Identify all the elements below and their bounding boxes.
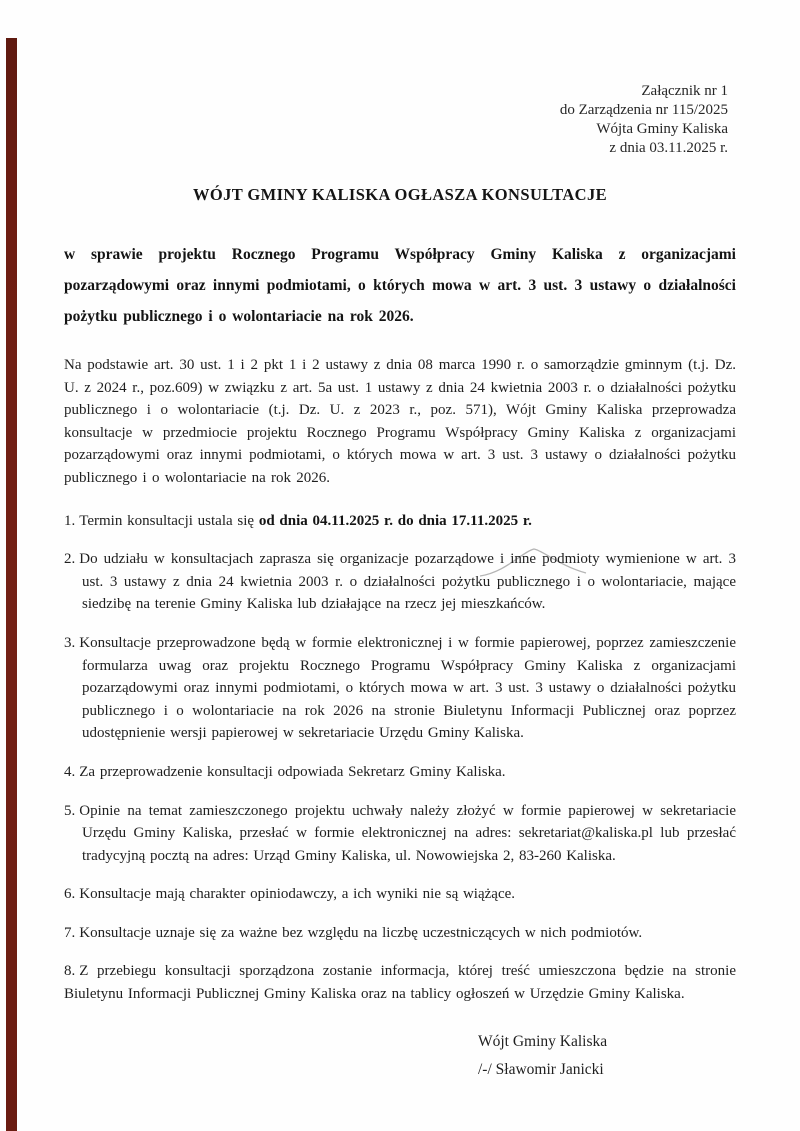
item-5-text: Opinie na temat zamieszczonego projektu uchwały należy złożyć w formie papierowej w sekretariacie Urzędu Gminy Kaliska, przesłać w formie elektronicznej na adres: sekretariat@kaliska.pl lub przesłać tradycyjną pocztą na adres: Urząd Gminy Kaliska, ul. Nowowiejska 2, 83-260 Kaliska. bbox=[79, 802, 736, 864]
attachment-line: Załącznik nr 1 bbox=[641, 83, 728, 99]
item-1 bbox=[64, 510, 736, 533]
item-8 bbox=[64, 960, 736, 1005]
item-1-text: Termin konsultacji ustala się bbox=[79, 512, 259, 529]
scan-edge-strip-artifact bbox=[6, 38, 17, 1131]
item-6 bbox=[64, 883, 736, 906]
item-3-text: Konsultacje przeprowadzone będą w formie elektronicznej i w formie papierowej, poprzez zamieszczenie formularza uwag oraz projektu Rocznego Programu Współpracy Gminy Kaliska z organizacjami pozarządowymi oraz innymi podmiotami, o których mowa w art. 3 ust. 3 ustawy o działalności pożytku publicznego i o wolontariacie na rok 2026 na stronie Biuletynu Informacji Publicznej oraz poprzez udostępnienie wersji papierowej w sekretariacie Urzędu Gminy Kaliska. bbox=[79, 634, 736, 742]
item-1-dates: od dnia 04.11.2025 r. do dnia 17.11.2025 r. bbox=[258, 512, 532, 529]
item-3-number: 3. bbox=[64, 634, 76, 651]
signature-role: Wójt Gminy Kaliska bbox=[478, 1032, 608, 1050]
item-7-number: 7. bbox=[64, 924, 76, 941]
item-4-text: Za przeprowadzenie konsultacji odpowiada Sekretarz Gminy Kaliska. bbox=[79, 763, 506, 780]
issuer-line: Wójta Gminy Kaliska bbox=[596, 121, 728, 137]
item-8-number: 8. bbox=[64, 963, 76, 980]
item-4 bbox=[64, 761, 736, 784]
attachment-reference-block bbox=[64, 82, 736, 158]
item-8-text: Z przebiegu konsultacji sporządzona zostanie informacja, której treść umieszczona będzie na stronie Biuletynu Informacji Publicznej Gminy Kaliska oraz na tablicy ogłoszeń w Urzędzie Gminy Kaliska. bbox=[64, 963, 736, 1003]
item-1-number: 1. bbox=[64, 512, 76, 529]
item-5 bbox=[64, 800, 736, 868]
signature-name: /-/ Sławomir Janicki bbox=[478, 1060, 604, 1078]
ordinance-number-line: do Zarządzenia nr 115/2025 bbox=[559, 102, 728, 118]
item-4-number: 4. bbox=[64, 763, 76, 780]
item-7-text: Konsultacje uznaje się za ważne bez względu na liczbę uczestniczących w nich podmiotów. bbox=[79, 924, 643, 941]
legal-basis-paragraph: Na podstawie art. 30 ust. 1 i 2 pkt 1 i 2 ustawy z dnia 08 marca 1990 r. o samorządzie gminnym (t.j. Dz. U. z 2024 r., poz.609) w związku z art. 5a ust. 1 ustawy z dnia 24 kwietnia 2003 r. o działalności pożytku publicznego i o wolontariacie (t.j. Dz. U. z 2023 r., poz. 571), Wójt Gminy Kaliska przeprowadza konsultacje w przedmiocie projektu Rocznego Programu Współpracy Gminy Kaliska z organizacjami pozarządowymi oraz innymi podmiotami, o których mowa w art. 3 ust. 3 ustawy o działalności pożytku publicznego i o wolontariacie na rok 2026. bbox=[64, 357, 736, 486]
item-2-number: 2. bbox=[64, 551, 76, 568]
document-title: WÓJT GMINY KALISKA OGŁASZA KONSULTACJE bbox=[192, 185, 608, 204]
document-content bbox=[64, 0, 736, 1084]
item-6-text: Konsultacje mają charakter opiniodawczy, a ich wyniki nie są wiążące. bbox=[79, 886, 516, 903]
item-2-text: Do udziału w konsultacjach zaprasza się organizacje pozarządowe i inne podmioty wymienione w art. 3 ust. 3 ustawy z dnia 24 kwietnia 2003 r. o działalności pożytku publicznego i o wolontariacie, mające siedzibę na terenie Gminy Kaliska lub działające na rzecz jej mieszkańców. bbox=[79, 551, 736, 613]
item-5-number: 5. bbox=[64, 802, 76, 819]
item-3 bbox=[64, 632, 736, 745]
signature-block bbox=[478, 1028, 736, 1084]
date-line: z dnia 03.11.2025 r. bbox=[609, 140, 728, 156]
subject-paragraph: w sprawie projektu Rocznego Programu Współpracy Gminy Kaliska z organizacjami pozarządowymi oraz innymi podmiotami, o których mowa w art. 3 ust. 3 ustawy o działalności pożytku publicznego i o wolontariacie na rok 2026. bbox=[64, 246, 736, 325]
item-7 bbox=[64, 922, 736, 945]
item-2 bbox=[64, 548, 736, 616]
numbered-items bbox=[64, 510, 736, 1006]
item-6-number: 6. bbox=[64, 886, 76, 903]
